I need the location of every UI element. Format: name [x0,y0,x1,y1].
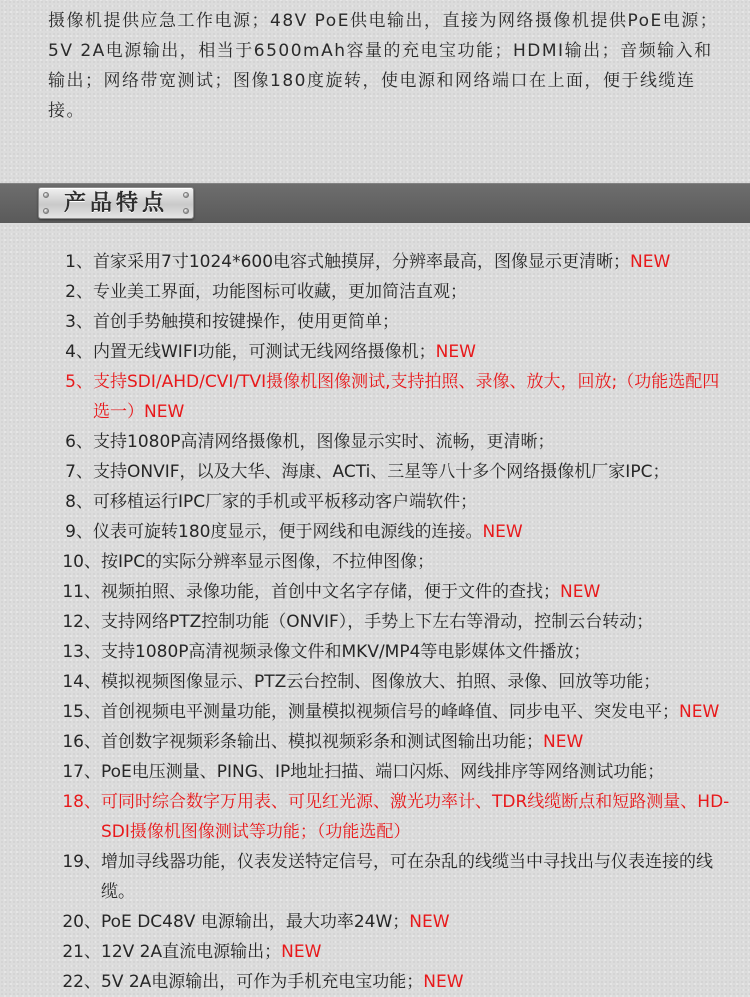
feature-text: 可同时综合数字万用表、可见红光源、激光功率计、TDR线缆断点和短路测量、HD-SDI摄像机图像测试等功能；（功能选配） [101,792,730,842]
feature-item [0,367,750,427]
feature-item [0,937,750,967]
feature-item [0,847,750,907]
feature-number: 21、 [62,942,101,962]
feature-number: 16、 [62,732,101,752]
new-tag: NEW [560,582,601,602]
feature-item [0,277,750,307]
feature-number: 2、 [65,282,93,302]
new-tag: NEW [630,252,671,272]
feature-number: 17、 [62,762,101,782]
feature-number: 12、 [62,612,101,632]
new-tag: NEW [423,972,464,992]
new-tag: NEW [409,912,450,932]
feature-text: PoE DC48V 电源输出，最大功率24W； [101,912,410,932]
feature-text: 内置无线WIFI功能，可测试无线网络摄像机； [93,342,436,362]
feature-text: 增加寻线器功能，仪表发送特定信号，可在杂乱的线缆当中寻找出与仪表连接的线缆。 [101,852,713,902]
section-title: 产品特点 [63,190,168,216]
feature-item [0,907,750,937]
feature-text: 首创数字视频彩条输出、模拟视频彩条和测试图输出功能； [101,732,543,752]
feature-item [0,307,750,337]
feature-item [0,337,750,367]
feature-number: 7、 [65,462,93,482]
feature-text: 模拟视频图像显示、PTZ云台控制、图像放大、拍照、录像、回放等功能； [101,672,661,692]
feature-text: 可移植运行IPC厂家的手机或平板移动客户端软件； [93,492,478,512]
feature-item [0,727,750,757]
new-tag: NEW [435,342,476,362]
feature-text: 仪表可旋转180度显示，便于网线和电源线的连接。 [93,522,483,542]
feature-item [0,247,750,277]
feature-item [0,757,750,787]
feature-item [0,787,750,847]
feature-item [0,667,750,697]
feature-item [0,427,750,457]
feature-text: 首创视频电平测量功能，测量模拟视频信号的峰峰值、同步电平、突发电平； [101,702,679,722]
feature-item [0,577,750,607]
feature-text: 支持网络PTZ控制功能（ONVIF），手势上下左右等滑动，控制云台转动； [101,612,654,632]
feature-text: 首创手势触摸和按键操作，使用更简单； [93,312,399,332]
new-tag: NEW [543,732,584,752]
feature-item [0,607,750,637]
feature-text: PoE电压测量、PING、IP地址扫描、端口闪烁、网线排序等网络测试功能； [101,762,665,782]
new-tag: NEW [679,702,720,722]
feature-text: 按IPC的实际分辨率显示图像，不拉伸图像； [101,552,435,572]
feature-number: 20、 [62,912,101,932]
feature-text: 支持1080P高清视频录像文件和MKV/MP4等电影媒体文件播放； [101,642,591,662]
feature-text: 专业美工界面，功能图标可收藏，更加简洁直观； [93,282,467,302]
feature-text: 12V 2A直流电源输出； [101,942,282,962]
feature-item [0,457,750,487]
feature-number: 13、 [62,642,101,662]
feature-number: 10、 [62,552,101,572]
feature-number: 11、 [62,582,101,602]
feature-text: 首家采用7寸1024*600电容式触摸屏，分辨率最高，图像显示更清晰； [93,252,631,272]
feature-text: 5V 2A电源输出，可作为手机充电宝功能； [101,972,424,992]
feature-item [0,697,750,727]
feature-list [0,247,750,997]
new-tag: NEW [144,402,185,422]
feature-item [0,547,750,577]
feature-number: 8、 [65,492,93,512]
feature-number: 6、 [65,432,93,452]
feature-number: 9、 [65,522,93,542]
feature-text: 支持SDI/AHD/CVI/TVI摄像机图像测试,支持拍照、录像、放大，回放;（功能选配四选一） [93,372,720,422]
feature-item [0,637,750,667]
feature-text: 支持1080P高清网络摄像机，图像显示实时、流畅，更清晰； [93,432,555,452]
intro-paragraph: 摄像机提供应急工作电源；48V PoE供电输出，直接为网络摄像机提供PoE电源；5V 2A电源输出，相当于6500mAh容量的充电宝功能；HDMI输出；音频输入和输出；网络带宽测试；图像180度旋转，使电源和网络端口在上面，便于线缆连接。 [48,11,719,121]
feature-number: 18、 [62,792,101,812]
feature-number: 4、 [65,342,93,362]
section-header-bar [0,183,750,223]
new-tag: NEW [281,942,322,962]
feature-number: 22、 [62,972,101,992]
feature-text: 支持ONVIF，以及大华、海康、ACTi、三星等八十多个网络摄像机厂家IPC； [93,462,670,482]
feature-item [0,967,750,997]
feature-number: 3、 [65,312,93,332]
feature-text: 视频拍照、录像功能，首创中文名字存储，便于文件的查找； [101,582,560,602]
feature-item [0,517,750,547]
new-tag: NEW [482,522,523,542]
feature-number: 19、 [62,852,101,872]
feature-number: 5、 [65,372,93,392]
feature-number: 14、 [62,672,101,692]
feature-number: 1、 [65,252,93,272]
feature-item [0,487,750,517]
section-title-badge [38,187,194,219]
feature-number: 15、 [62,702,101,722]
